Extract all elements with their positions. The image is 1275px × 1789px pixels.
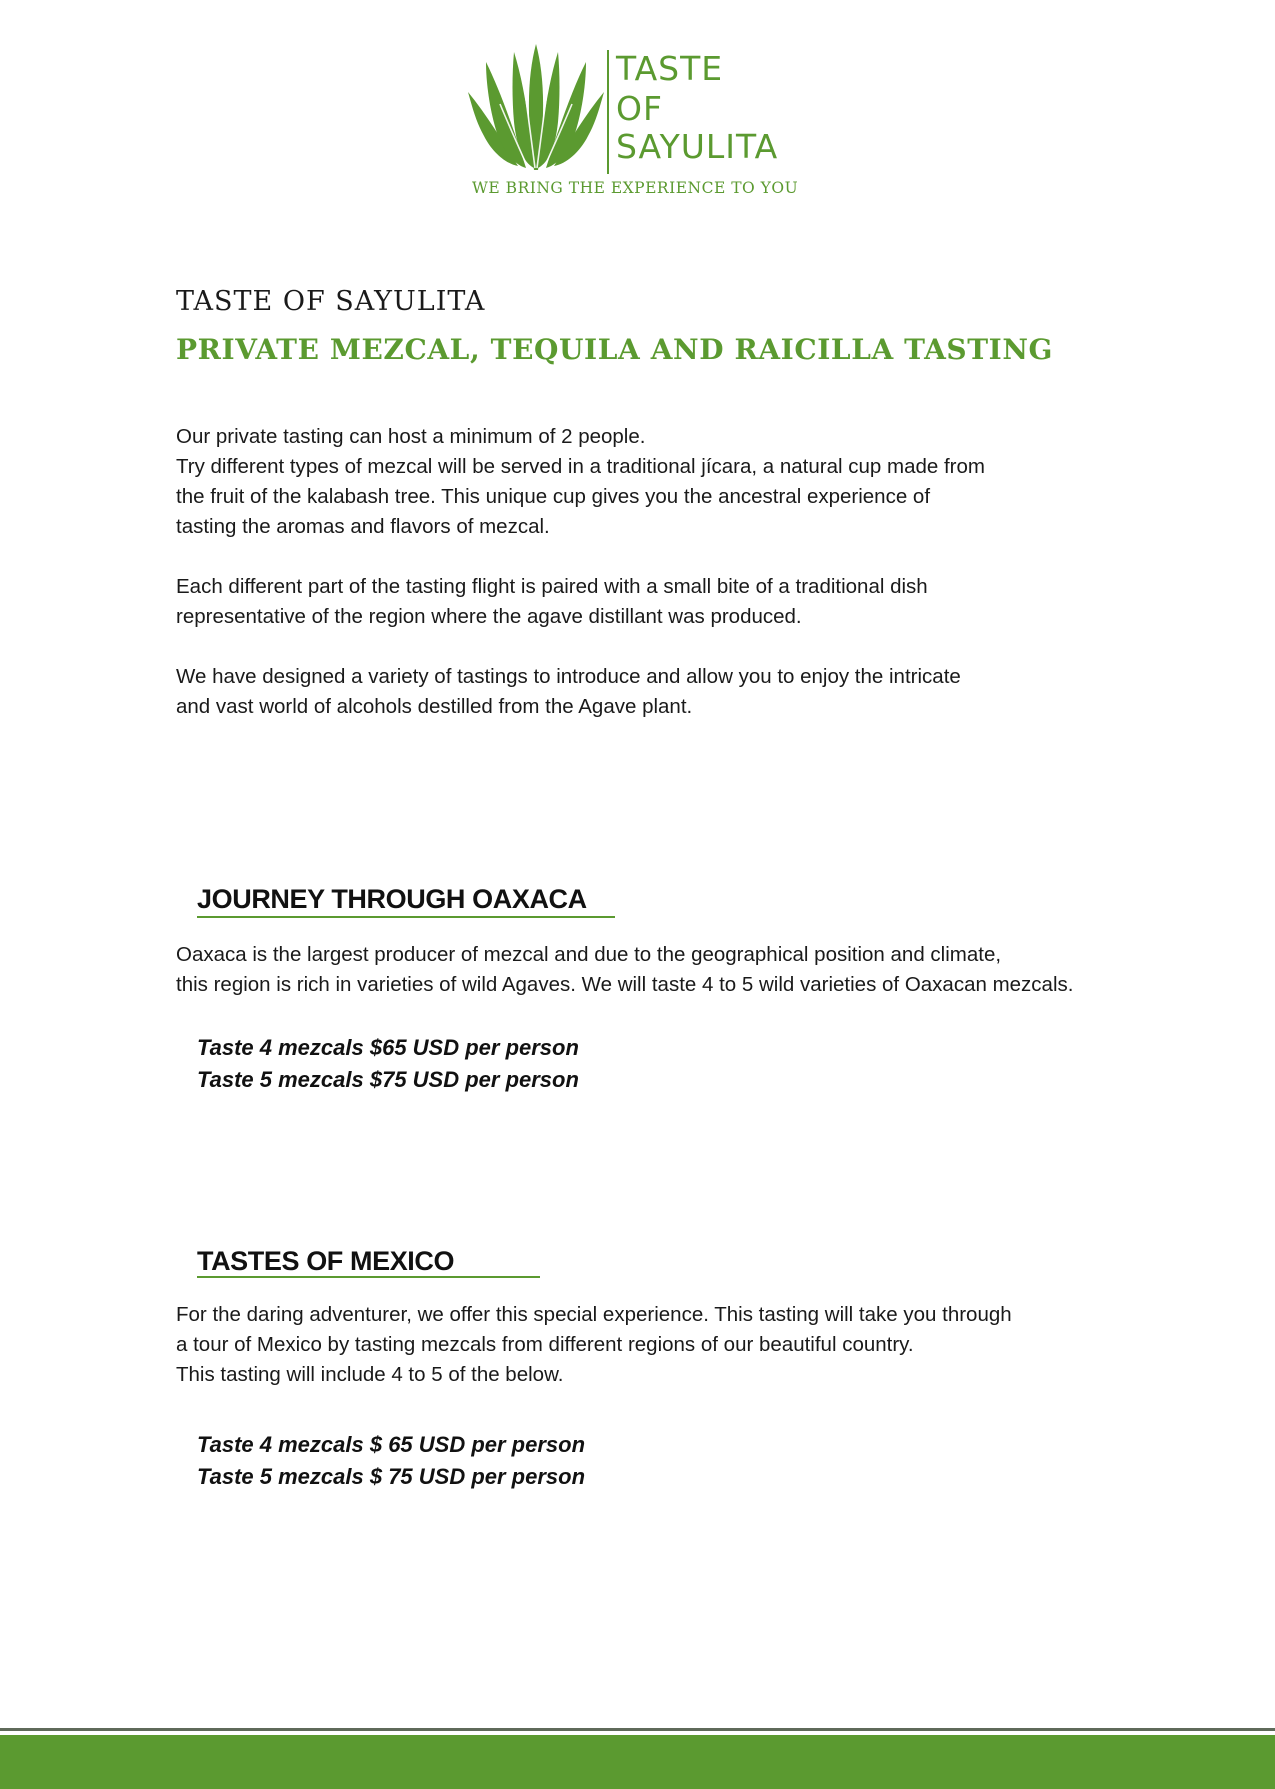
intro-line: the fruit of the kalabash tree. This unique cup gives you the ancestral experience of [176,485,931,508]
intro-line: Try different types of mezcal will be served in a traditional jícara, a natural cup made from [176,455,985,478]
logo [466,44,816,204]
intro-line: and vast world of alcohols destilled from the Agave plant. [176,695,693,718]
section-underline [197,916,615,918]
description-line: This tasting will include 4 to 5 of the below. [176,1363,564,1386]
section-heading-oaxaca: JOURNEY THROUGH OAXACA [197,884,587,914]
intro-paragraph-3 [176,662,1186,722]
footer-rule [0,1728,1275,1731]
description-line: Oaxaca is the largest producer of mezcal and due to the geographical position and climate, [176,943,1002,966]
intro-line: Each different part of the tasting flight is paired with a small bite of a traditional dish [176,575,928,598]
price-item: Taste 4 mezcals $ 65 USD per person [197,1432,586,1457]
price-list-oaxaca [197,1032,579,1096]
logo-word-3: SAYULITA [616,127,779,166]
page-subtitle: PRIVATE MEZCAL, TEQUILA AND RAICILLA TASTING [176,333,1054,366]
section-underline [197,1276,540,1278]
intro-text [176,422,1186,752]
price-list-mexico [197,1429,585,1493]
price-item: Taste 5 mezcals $ 75 USD per person [197,1464,586,1489]
intro-line: representative of the region where the agave distillant was produced. [176,605,802,628]
logo-tagline: WE BRING THE EXPERIENCE TO YOU [472,179,799,197]
intro-paragraph-2 [176,572,1186,632]
intro-line: tasting the aromas and flavors of mezcal. [176,515,550,538]
intro-line: Our private tasting can host a minimum of 2 people. [176,425,646,448]
description-line: a tour of Mexico by tasting mezcals from different regions of our beautiful country. [176,1333,914,1356]
price-item: Taste 4 mezcals $65 USD per person [197,1035,579,1060]
description-line: For the daring adventurer, we offer this special experience. This tasting will take you through [176,1303,1012,1326]
logo-divider [607,50,609,174]
section-description-oaxaca [176,940,1236,1000]
logo-word-2: OF [616,89,663,128]
intro-paragraph-1 [176,422,1186,542]
section-description-mexico [176,1300,1236,1390]
logo-word-1: TASTE [616,49,724,88]
page-title: TASTE OF SAYULITA [176,286,486,317]
agave-plant-icon [466,44,606,174]
footer-bar [0,1735,1275,1789]
intro-line: We have designed a variety of tastings to introduce and allow you to enjoy the intricate [176,665,961,688]
price-item: Taste 5 mezcals $75 USD per person [197,1067,579,1092]
description-line: this region is rich in varieties of wild Agaves. We will taste 4 to 5 wild varieties of Oaxacan mezcals. [176,973,1074,996]
section-heading-mexico: TASTES OF MEXICO [197,1246,455,1276]
